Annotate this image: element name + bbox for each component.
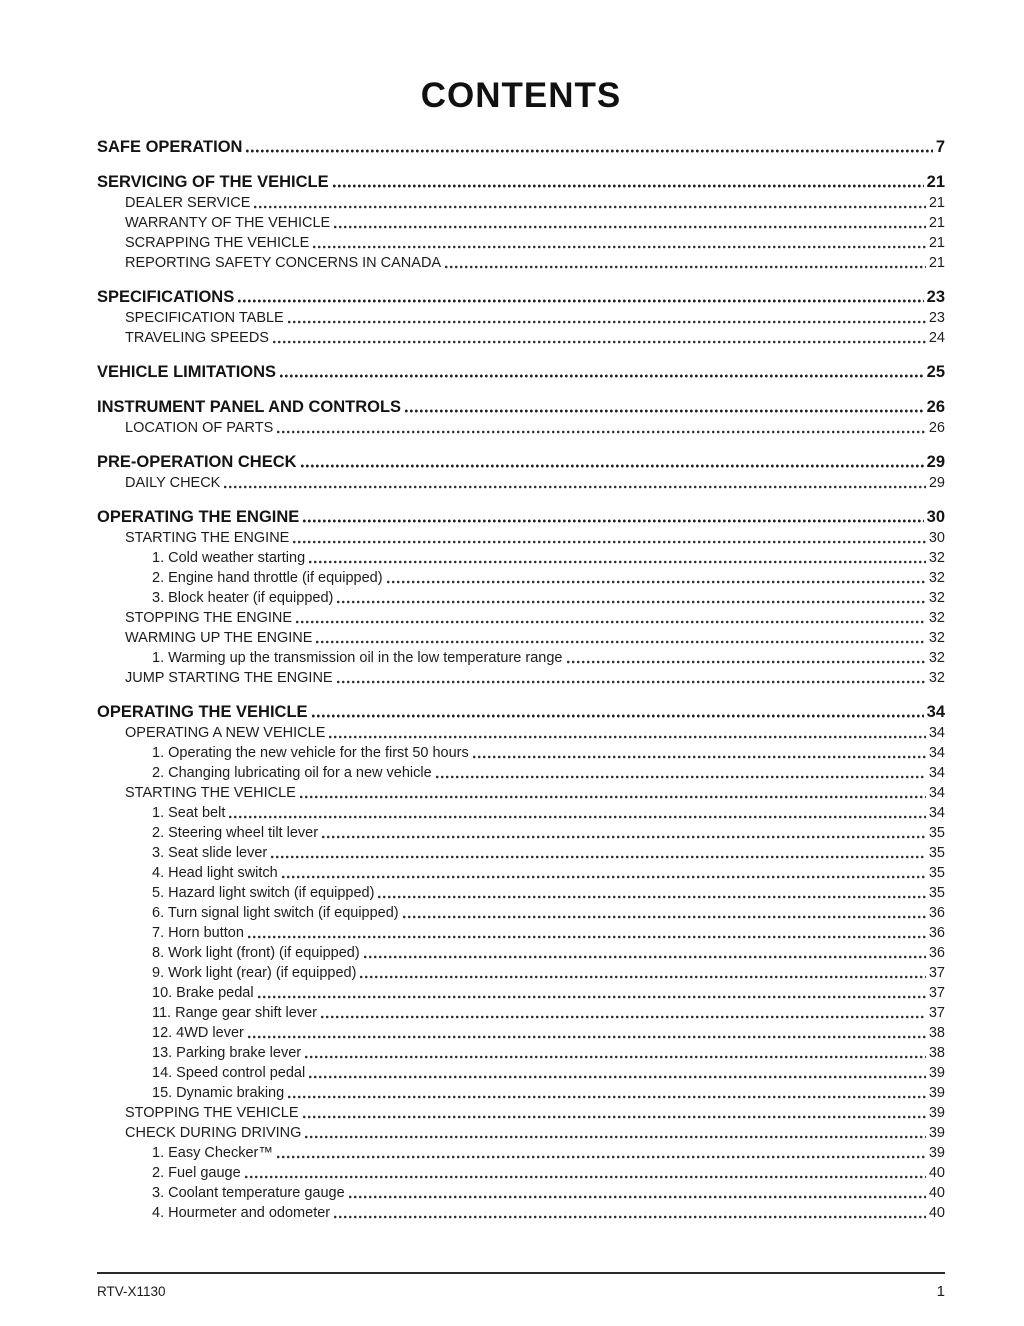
toc-entry-page: 30 [926, 508, 945, 527]
toc-dot-leader [312, 714, 924, 718]
toc-entry-page: 40 [928, 1165, 945, 1182]
toc-dot-leader [300, 795, 926, 799]
toc-entry-title: JUMP STARTING THE ENGINE [125, 670, 333, 687]
toc-entry [97, 783, 945, 803]
toc-entry [97, 506, 945, 528]
toc-entry-title: 4. Hourmeter and odometer [152, 1205, 331, 1222]
toc-entry-page: 38 [928, 1025, 945, 1042]
toc-entry [97, 1103, 945, 1123]
toc-dot-leader [273, 340, 926, 344]
toc-dot-leader [288, 1095, 926, 1099]
toc-entry-title: 10. Brake pedal [152, 985, 254, 1002]
toc-dot-leader [288, 320, 926, 324]
toc-dot-leader [445, 265, 926, 269]
toc-entry-page: 39 [928, 1105, 945, 1122]
toc-entry [97, 1063, 945, 1083]
toc-entry-page: 21 [928, 215, 945, 232]
toc-entry-title: SAFE OPERATION [97, 138, 243, 157]
page-footer [97, 1272, 945, 1300]
toc-entry-title: OPERATING A NEW VEHICLE [125, 725, 326, 742]
toc-dot-leader [277, 1155, 926, 1159]
toc-dot-leader [254, 205, 925, 209]
toc-entry-title: LOCATION OF PARTS [125, 420, 274, 437]
toc-dot-leader [349, 1195, 926, 1199]
toc-entry-page: 23 [928, 310, 945, 327]
toc-dot-leader [333, 184, 924, 188]
toc-entry [97, 451, 945, 473]
toc-dot-leader [246, 149, 932, 153]
toc-entry-page: 34 [928, 765, 945, 782]
toc-entry [97, 1123, 945, 1143]
toc-dot-leader [329, 735, 926, 739]
toc-entry-title: 5. Hazard light switch (if equipped) [152, 885, 375, 902]
toc-entry [97, 418, 945, 438]
toc-entry-page: 32 [928, 590, 945, 607]
toc-entry-page: 21 [928, 195, 945, 212]
toc-entry-page: 35 [928, 885, 945, 902]
toc-entry-title: SPECIFICATIONS [97, 288, 235, 307]
toc-entry [97, 136, 945, 158]
toc-entry-page: 34 [926, 703, 945, 722]
toc-entry [97, 213, 945, 233]
toc-entry [97, 668, 945, 688]
toc-entry-title: 12. 4WD lever [152, 1025, 244, 1042]
toc-entry [97, 193, 945, 213]
toc-entry-page: 36 [928, 905, 945, 922]
toc-dot-leader [334, 225, 926, 229]
toc-dot-leader [313, 245, 926, 249]
toc-entry-title: TRAVELING SPEEDS [125, 330, 269, 347]
toc-entry-title: 1. Easy Checker™ [152, 1145, 273, 1162]
toc-entry [97, 548, 945, 568]
toc-dot-leader [224, 485, 926, 489]
footer-page-number: 1 [936, 1283, 945, 1300]
toc-entry [97, 743, 945, 763]
toc-entry [97, 286, 945, 308]
toc-entry [97, 723, 945, 743]
toc-entry-page: 39 [928, 1145, 945, 1162]
toc-entry-page: 7 [935, 138, 945, 157]
toc-entry [97, 396, 945, 418]
toc-entry-title: 1. Warming up the transmission oil in the low temperature range [152, 650, 563, 667]
toc-entry-page: 35 [928, 865, 945, 882]
toc-entry [97, 943, 945, 963]
toc-entry [97, 171, 945, 193]
toc-entry [97, 648, 945, 668]
toc-entry [97, 361, 945, 383]
toc-dot-leader [567, 660, 926, 664]
toc-entry-page: 25 [926, 363, 945, 382]
toc-dot-leader [309, 1075, 926, 1079]
toc-dot-leader [303, 1115, 926, 1119]
toc-list [97, 136, 945, 1223]
toc-entry-title: 6. Turn signal light switch (if equipped) [152, 905, 399, 922]
toc-dot-leader [316, 640, 925, 644]
toc-entry [97, 1003, 945, 1023]
toc-entry [97, 1083, 945, 1103]
toc-dot-leader [280, 374, 924, 378]
toc-entry [97, 608, 945, 628]
toc-entry [97, 763, 945, 783]
toc-entry-page: 35 [928, 845, 945, 862]
toc-entry-page: 29 [926, 453, 945, 472]
toc-dot-leader [258, 995, 926, 999]
toc-entry-title: 2. Changing lubricating oil for a new vehicle [152, 765, 432, 782]
toc-entry [97, 1143, 945, 1163]
toc-entry [97, 328, 945, 348]
toc-entry-title: STARTING THE ENGINE [125, 530, 290, 547]
toc-entry-title: 11. Range gear shift lever [152, 1005, 317, 1022]
toc-entry-title: DAILY CHECK [125, 475, 221, 492]
toc-entry-title: 2. Fuel gauge [152, 1165, 241, 1182]
toc-dot-leader [364, 955, 926, 959]
toc-entry [97, 983, 945, 1003]
toc-entry [97, 308, 945, 328]
toc-dot-leader [229, 815, 926, 819]
toc-entry [97, 588, 945, 608]
toc-entry-title: 15. Dynamic braking [152, 1085, 285, 1102]
toc-entry [97, 628, 945, 648]
toc-entry-title: PRE-OPERATION CHECK [97, 453, 297, 472]
toc-entry-title: 1. Seat belt [152, 805, 226, 822]
toc-entry-title: STARTING THE VEHICLE [125, 785, 296, 802]
toc-entry-title: 4. Head light switch [152, 865, 278, 882]
toc-entry-title: 7. Horn button [152, 925, 244, 942]
toc-dot-leader [334, 1215, 926, 1219]
toc-entry [97, 1023, 945, 1043]
toc-entry [97, 903, 945, 923]
toc-entry-title: SPECIFICATION TABLE [125, 310, 284, 327]
toc-entry-title: INSTRUMENT PANEL AND CONTROLS [97, 398, 402, 417]
toc-entry [97, 863, 945, 883]
toc-entry-title: OPERATING THE ENGINE [97, 508, 300, 527]
toc-entry-page: 21 [928, 255, 945, 272]
toc-dot-leader [248, 1035, 926, 1039]
toc-entry-page: 32 [928, 630, 945, 647]
toc-entry-page: 37 [928, 985, 945, 1002]
toc-dot-leader [238, 299, 923, 303]
toc-entry-page: 34 [928, 725, 945, 742]
toc-entry-page: 32 [928, 670, 945, 687]
toc-entry-page: 23 [926, 288, 945, 307]
toc-dot-leader [282, 875, 926, 879]
toc-entry-page: 21 [926, 173, 945, 192]
toc-dot-leader [387, 580, 926, 584]
toc-dot-leader [403, 915, 926, 919]
toc-dot-leader [473, 755, 926, 759]
toc-entry-title: OPERATING THE VEHICLE [97, 703, 308, 722]
toc-entry [97, 1183, 945, 1203]
toc-entry-page: 40 [928, 1205, 945, 1222]
toc-entry-title: VEHICLE LIMITATIONS [97, 363, 277, 382]
toc-entry [97, 253, 945, 273]
toc-entry [97, 528, 945, 548]
toc-entry [97, 883, 945, 903]
toc-dot-leader [378, 895, 925, 899]
toc-entry-page: 29 [928, 475, 945, 492]
toc-entry-page: 35 [928, 825, 945, 842]
toc-entry [97, 823, 945, 843]
toc-entry-title: STOPPING THE ENGINE [125, 610, 293, 627]
footer-model-code: RTV-X1130 [97, 1284, 166, 1299]
toc-dot-leader [322, 835, 926, 839]
page-title: CONTENTS [420, 76, 622, 115]
toc-entry [97, 1163, 945, 1183]
toc-entry [97, 1203, 945, 1223]
toc-entry [97, 233, 945, 253]
toc-entry-title: 1. Operating the new vehicle for the first 50 hours [152, 745, 469, 762]
toc-entry-page: 30 [928, 530, 945, 547]
toc-entry-title: 3. Block heater (if equipped) [152, 590, 334, 607]
toc-dot-leader [303, 519, 923, 523]
toc-entry-page: 39 [928, 1125, 945, 1142]
toc-entry-title: 2. Steering wheel tilt lever [152, 825, 319, 842]
toc-dot-leader [305, 1055, 926, 1059]
toc-entry [97, 1043, 945, 1063]
toc-entry-page: 26 [926, 398, 945, 417]
toc-entry-title: CHECK DURING DRIVING [125, 1125, 302, 1142]
toc-entry-page: 39 [928, 1085, 945, 1102]
toc-entry-title: 8. Work light (front) (if equipped) [152, 945, 360, 962]
toc-entry [97, 701, 945, 723]
toc-entry-page: 34 [928, 745, 945, 762]
toc-dot-leader [309, 560, 926, 564]
toc-dot-leader [337, 680, 926, 684]
toc-entry [97, 568, 945, 588]
toc-entry-title: 9. Work light (rear) (if equipped) [152, 965, 357, 982]
toc-dot-leader [360, 975, 925, 979]
toc-entry-page: 40 [928, 1185, 945, 1202]
toc-entry-title: 3. Coolant temperature gauge [152, 1185, 345, 1202]
toc-entry-page: 36 [928, 945, 945, 962]
toc-entry-title: 2. Engine hand throttle (if equipped) [152, 570, 383, 587]
toc-entry-title: SCRAPPING THE VEHICLE [125, 235, 310, 252]
toc-dot-leader [296, 620, 926, 624]
toc-dot-leader [248, 935, 926, 939]
toc-dot-leader [321, 1015, 926, 1019]
toc-entry-page: 32 [928, 650, 945, 667]
toc-entry-page: 24 [928, 330, 945, 347]
toc-entry [97, 803, 945, 823]
toc-dot-leader [405, 409, 924, 413]
toc-entry-title: 13. Parking brake lever [152, 1045, 302, 1062]
toc-entry-title: STOPPING THE VEHICLE [125, 1105, 299, 1122]
toc-entry-page: 26 [928, 420, 945, 437]
toc-entry-title: REPORTING SAFETY CONCERNS IN CANADA [125, 255, 442, 272]
toc-entry [97, 473, 945, 493]
toc-entry-title: SERVICING OF THE VEHICLE [97, 173, 329, 192]
toc-entry-page: 32 [928, 570, 945, 587]
toc-entry-page: 34 [928, 805, 945, 822]
toc-entry-page: 21 [928, 235, 945, 252]
toc-entry-page: 36 [928, 925, 945, 942]
toc-dot-leader [293, 540, 926, 544]
toc-entry-page: 39 [928, 1065, 945, 1082]
toc-entry-page: 37 [928, 965, 945, 982]
toc-dot-leader [301, 464, 924, 468]
toc-dot-leader [436, 775, 926, 779]
toc-entry [97, 843, 945, 863]
toc-entry-title: 14. Speed control pedal [152, 1065, 306, 1082]
toc-dot-leader [337, 600, 926, 604]
toc-entry-title: 1. Cold weather starting [152, 550, 306, 567]
toc-dot-leader [245, 1175, 926, 1179]
toc-dot-leader [305, 1135, 925, 1139]
toc-entry-page: 34 [928, 785, 945, 802]
toc-entry-page: 38 [928, 1045, 945, 1062]
toc-entry-title: WARMING UP THE ENGINE [125, 630, 313, 647]
toc-entry-title: 3. Seat slide lever [152, 845, 268, 862]
toc-entry-page: 32 [928, 550, 945, 567]
toc-entry-title: WARRANTY OF THE VEHICLE [125, 215, 331, 232]
toc-entry [97, 923, 945, 943]
toc-dot-leader [277, 430, 926, 434]
toc-entry-page: 37 [928, 1005, 945, 1022]
toc-entry-title: DEALER SERVICE [125, 195, 251, 212]
toc-dot-leader [271, 855, 926, 859]
toc-entry-page: 32 [928, 610, 945, 627]
toc-entry [97, 963, 945, 983]
